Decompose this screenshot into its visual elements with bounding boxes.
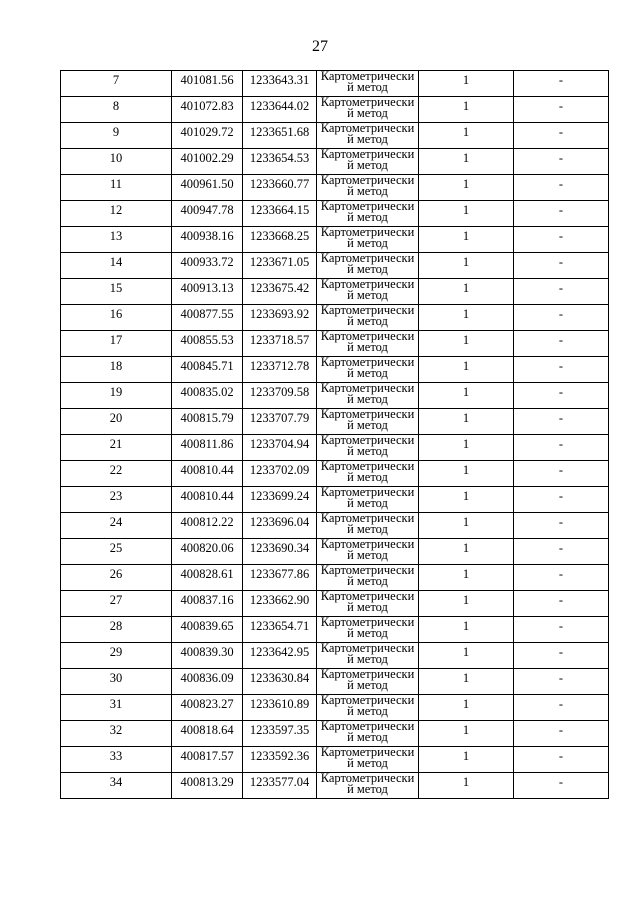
x-coordinate-cell: 400961.50	[172, 175, 243, 201]
point-number-cell: 12	[61, 201, 172, 227]
point-number-cell: 10	[61, 149, 172, 175]
table-row	[61, 695, 609, 721]
point-number-cell: 17	[61, 331, 172, 357]
description-cell: -	[514, 513, 609, 539]
method-line-2: й метод	[347, 470, 388, 484]
y-coordinate-cell: 1233642.95	[243, 643, 317, 669]
accuracy-cell: 1	[419, 331, 514, 357]
accuracy-cell: 1	[419, 175, 514, 201]
method-line-1: Картометрически	[320, 174, 415, 187]
accuracy-cell: 1	[419, 357, 514, 383]
table-row	[61, 461, 609, 487]
table-row	[61, 123, 609, 149]
method-line-1: Картометрически	[320, 96, 415, 109]
point-number-cell: 22	[61, 461, 172, 487]
method-line-1: Картометрически	[320, 746, 415, 759]
x-coordinate-cell: 401081.56	[172, 71, 243, 97]
y-coordinate-cell: 1233693.92	[243, 305, 317, 331]
method-line-1: Картометрически	[320, 200, 415, 213]
accuracy-cell: 1	[419, 71, 514, 97]
description-cell: -	[514, 721, 609, 747]
method-cell	[317, 409, 419, 435]
accuracy-cell: 1	[419, 253, 514, 279]
accuracy-cell: 1	[419, 617, 514, 643]
method-cell	[317, 591, 419, 617]
x-coordinate-cell: 400823.27	[172, 695, 243, 721]
y-coordinate-cell: 1233668.25	[243, 227, 317, 253]
method-cell	[317, 149, 419, 175]
description-cell: -	[514, 565, 609, 591]
x-coordinate-cell: 400938.16	[172, 227, 243, 253]
accuracy-cell: 1	[419, 149, 514, 175]
method-cell	[317, 175, 419, 201]
description-cell: -	[514, 539, 609, 565]
y-coordinate-cell: 1233707.79	[243, 409, 317, 435]
method-line-2: й метод	[347, 132, 388, 146]
x-coordinate-cell: 400812.22	[172, 513, 243, 539]
y-coordinate-cell: 1233664.15	[243, 201, 317, 227]
x-coordinate-cell: 400820.06	[172, 539, 243, 565]
y-coordinate-cell: 1233610.89	[243, 695, 317, 721]
x-coordinate-cell: 400810.44	[172, 461, 243, 487]
method-line-2: й метод	[347, 366, 388, 380]
coordinates-table-body	[61, 71, 609, 799]
method-line-2: й метод	[347, 626, 388, 640]
table-row	[61, 175, 609, 201]
table-row	[61, 513, 609, 539]
description-cell: -	[514, 201, 609, 227]
table-row	[61, 565, 609, 591]
method-line-1: Картометрически	[320, 486, 415, 499]
coordinates-table	[60, 70, 609, 799]
method-line-2: й метод	[347, 184, 388, 198]
accuracy-cell: 1	[419, 123, 514, 149]
method-line-2: й метод	[347, 756, 388, 770]
method-cell	[317, 331, 419, 357]
table-row	[61, 721, 609, 747]
point-number-cell: 20	[61, 409, 172, 435]
x-coordinate-cell: 400836.09	[172, 669, 243, 695]
accuracy-cell: 1	[419, 773, 514, 799]
method-line-2: й метод	[347, 418, 388, 432]
accuracy-cell: 1	[419, 279, 514, 305]
point-number-cell: 11	[61, 175, 172, 201]
description-cell: -	[514, 669, 609, 695]
point-number-cell: 29	[61, 643, 172, 669]
table-row	[61, 669, 609, 695]
method-line-2: й метод	[347, 106, 388, 120]
method-line-1: Картометрически	[320, 122, 415, 135]
method-line-1: Картометрически	[320, 252, 415, 265]
table-row	[61, 773, 609, 799]
description-cell: -	[514, 487, 609, 513]
x-coordinate-cell: 401002.29	[172, 149, 243, 175]
table-row	[61, 331, 609, 357]
method-line-2: й метод	[347, 210, 388, 224]
method-line-1: Картометрически	[320, 616, 415, 629]
table-row	[61, 435, 609, 461]
method-cell	[317, 721, 419, 747]
method-cell	[317, 539, 419, 565]
point-number-cell: 18	[61, 357, 172, 383]
description-cell: -	[514, 617, 609, 643]
table-row	[61, 279, 609, 305]
point-number-cell: 19	[61, 383, 172, 409]
table-row	[61, 97, 609, 123]
table-row	[61, 253, 609, 279]
y-coordinate-cell: 1233704.94	[243, 435, 317, 461]
method-cell	[317, 747, 419, 773]
point-number-cell: 16	[61, 305, 172, 331]
method-cell	[317, 617, 419, 643]
x-coordinate-cell: 400828.61	[172, 565, 243, 591]
x-coordinate-cell: 400818.64	[172, 721, 243, 747]
method-line-1: Картометрически	[320, 460, 415, 473]
y-coordinate-cell: 1233712.78	[243, 357, 317, 383]
method-cell	[317, 435, 419, 461]
method-cell	[317, 773, 419, 799]
point-number-cell: 32	[61, 721, 172, 747]
method-line-1: Картометрически	[320, 434, 415, 447]
method-line-1: Картометрически	[320, 304, 415, 317]
y-coordinate-cell: 1233696.04	[243, 513, 317, 539]
table-row	[61, 643, 609, 669]
accuracy-cell: 1	[419, 383, 514, 409]
accuracy-cell: 1	[419, 695, 514, 721]
method-line-1: Картометрически	[320, 226, 415, 239]
table-row	[61, 357, 609, 383]
method-line-1: Картометрически	[320, 564, 415, 577]
y-coordinate-cell: 1233597.35	[243, 721, 317, 747]
description-cell: -	[514, 461, 609, 487]
description-cell: -	[514, 435, 609, 461]
point-number-cell: 21	[61, 435, 172, 461]
x-coordinate-cell: 400817.57	[172, 747, 243, 773]
method-line-2: й метод	[347, 314, 388, 328]
description-cell: -	[514, 695, 609, 721]
method-line-1: Картометрически	[320, 772, 415, 785]
accuracy-cell: 1	[419, 435, 514, 461]
description-cell: -	[514, 383, 609, 409]
y-coordinate-cell: 1233654.53	[243, 149, 317, 175]
method-line-2: й метод	[347, 522, 388, 536]
description-cell: -	[514, 409, 609, 435]
description-cell: -	[514, 279, 609, 305]
method-line-2: й метод	[347, 678, 388, 692]
method-line-2: й метод	[347, 548, 388, 562]
method-cell	[317, 201, 419, 227]
y-coordinate-cell: 1233662.90	[243, 591, 317, 617]
description-cell: -	[514, 773, 609, 799]
accuracy-cell: 1	[419, 513, 514, 539]
x-coordinate-cell: 400835.02	[172, 383, 243, 409]
method-line-1: Картометрически	[320, 330, 415, 343]
description-cell: -	[514, 123, 609, 149]
table-row	[61, 71, 609, 97]
accuracy-cell: 1	[419, 669, 514, 695]
y-coordinate-cell: 1233709.58	[243, 383, 317, 409]
accuracy-cell: 1	[419, 539, 514, 565]
method-line-2: й метод	[347, 782, 388, 796]
method-line-1: Картометрически	[320, 538, 415, 551]
point-number-cell: 31	[61, 695, 172, 721]
method-cell	[317, 227, 419, 253]
y-coordinate-cell: 1233651.68	[243, 123, 317, 149]
accuracy-cell: 1	[419, 409, 514, 435]
method-line-2: й метод	[347, 262, 388, 276]
method-line-2: й метод	[347, 600, 388, 614]
y-coordinate-cell: 1233671.05	[243, 253, 317, 279]
method-cell	[317, 643, 419, 669]
accuracy-cell: 1	[419, 565, 514, 591]
point-number-cell: 33	[61, 747, 172, 773]
accuracy-cell: 1	[419, 487, 514, 513]
table-row	[61, 149, 609, 175]
point-number-cell: 34	[61, 773, 172, 799]
table-row	[61, 383, 609, 409]
method-cell	[317, 357, 419, 383]
method-line-1: Картометрически	[320, 356, 415, 369]
x-coordinate-cell: 400811.86	[172, 435, 243, 461]
accuracy-cell: 1	[419, 747, 514, 773]
method-cell	[317, 71, 419, 97]
description-cell: -	[514, 305, 609, 331]
method-line-2: й метод	[347, 444, 388, 458]
point-number-cell: 9	[61, 123, 172, 149]
method-line-1: Картометрически	[320, 278, 415, 291]
point-number-cell: 7	[61, 71, 172, 97]
point-number-cell: 25	[61, 539, 172, 565]
table-row	[61, 305, 609, 331]
y-coordinate-cell: 1233592.36	[243, 747, 317, 773]
point-number-cell: 14	[61, 253, 172, 279]
point-number-cell: 13	[61, 227, 172, 253]
table-row	[61, 487, 609, 513]
x-coordinate-cell: 400947.78	[172, 201, 243, 227]
method-cell	[317, 487, 419, 513]
table-row	[61, 591, 609, 617]
accuracy-cell: 1	[419, 461, 514, 487]
x-coordinate-cell: 400810.44	[172, 487, 243, 513]
method-cell	[317, 513, 419, 539]
method-cell	[317, 253, 419, 279]
method-line-1: Картометрически	[320, 408, 415, 421]
point-number-cell: 30	[61, 669, 172, 695]
y-coordinate-cell: 1233702.09	[243, 461, 317, 487]
accuracy-cell: 1	[419, 97, 514, 123]
method-line-2: й метод	[347, 496, 388, 510]
y-coordinate-cell: 1233654.71	[243, 617, 317, 643]
accuracy-cell: 1	[419, 643, 514, 669]
point-number-cell: 8	[61, 97, 172, 123]
accuracy-cell: 1	[419, 227, 514, 253]
y-coordinate-cell: 1233677.86	[243, 565, 317, 591]
x-coordinate-cell: 400813.29	[172, 773, 243, 799]
method-line-1: Картометрически	[320, 668, 415, 681]
accuracy-cell: 1	[419, 591, 514, 617]
point-number-cell: 27	[61, 591, 172, 617]
method-cell	[317, 461, 419, 487]
x-coordinate-cell: 400837.16	[172, 591, 243, 617]
x-coordinate-cell: 400877.55	[172, 305, 243, 331]
y-coordinate-cell: 1233644.02	[243, 97, 317, 123]
table-row	[61, 617, 609, 643]
description-cell: -	[514, 149, 609, 175]
x-coordinate-cell: 400855.53	[172, 331, 243, 357]
table-row	[61, 747, 609, 773]
method-line-1: Картометрически	[320, 590, 415, 603]
method-line-2: й метод	[347, 704, 388, 718]
y-coordinate-cell: 1233630.84	[243, 669, 317, 695]
description-cell: -	[514, 175, 609, 201]
method-line-1: Картометрически	[320, 148, 415, 161]
method-line-2: й метод	[347, 288, 388, 302]
description-cell: -	[514, 71, 609, 97]
description-cell: -	[514, 97, 609, 123]
point-number-cell: 28	[61, 617, 172, 643]
description-cell: -	[514, 747, 609, 773]
method-line-1: Картометрически	[320, 720, 415, 733]
method-line-2: й метод	[347, 236, 388, 250]
y-coordinate-cell: 1233577.04	[243, 773, 317, 799]
method-cell	[317, 695, 419, 721]
method-line-2: й метод	[347, 80, 388, 94]
method-line-1: Картометрически	[320, 70, 415, 83]
y-coordinate-cell: 1233718.57	[243, 331, 317, 357]
method-line-2: й метод	[347, 730, 388, 744]
table-row	[61, 227, 609, 253]
method-line-1: Картометрически	[320, 642, 415, 655]
description-cell: -	[514, 253, 609, 279]
description-cell: -	[514, 227, 609, 253]
method-cell	[317, 123, 419, 149]
y-coordinate-cell: 1233699.24	[243, 487, 317, 513]
x-coordinate-cell: 401072.83	[172, 97, 243, 123]
description-cell: -	[514, 357, 609, 383]
table-row	[61, 539, 609, 565]
description-cell: -	[514, 643, 609, 669]
method-line-2: й метод	[347, 392, 388, 406]
description-cell: -	[514, 591, 609, 617]
x-coordinate-cell: 400933.72	[172, 253, 243, 279]
point-number-cell: 24	[61, 513, 172, 539]
x-coordinate-cell: 400845.71	[172, 357, 243, 383]
method-cell	[317, 383, 419, 409]
table-row	[61, 201, 609, 227]
method-cell	[317, 279, 419, 305]
method-cell	[317, 565, 419, 591]
x-coordinate-cell: 400815.79	[172, 409, 243, 435]
method-line-1: Картометрически	[320, 382, 415, 395]
method-cell	[317, 97, 419, 123]
accuracy-cell: 1	[419, 305, 514, 331]
x-coordinate-cell: 400839.65	[172, 617, 243, 643]
point-number-cell: 15	[61, 279, 172, 305]
x-coordinate-cell: 400839.30	[172, 643, 243, 669]
method-line-2: й метод	[347, 158, 388, 172]
method-line-2: й метод	[347, 652, 388, 666]
method-line-1: Картометрически	[320, 694, 415, 707]
x-coordinate-cell: 400913.13	[172, 279, 243, 305]
accuracy-cell: 1	[419, 201, 514, 227]
method-line-2: й метод	[347, 574, 388, 588]
y-coordinate-cell: 1233660.77	[243, 175, 317, 201]
page-number: 27	[312, 38, 328, 55]
accuracy-cell: 1	[419, 721, 514, 747]
method-line-1: Картометрически	[320, 512, 415, 525]
method-cell	[317, 669, 419, 695]
method-line-2: й метод	[347, 340, 388, 354]
point-number-cell: 26	[61, 565, 172, 591]
y-coordinate-cell: 1233675.42	[243, 279, 317, 305]
x-coordinate-cell: 401029.72	[172, 123, 243, 149]
table-row	[61, 409, 609, 435]
method-cell	[317, 305, 419, 331]
description-cell: -	[514, 331, 609, 357]
point-number-cell: 23	[61, 487, 172, 513]
y-coordinate-cell: 1233643.31	[243, 71, 317, 97]
y-coordinate-cell: 1233690.34	[243, 539, 317, 565]
